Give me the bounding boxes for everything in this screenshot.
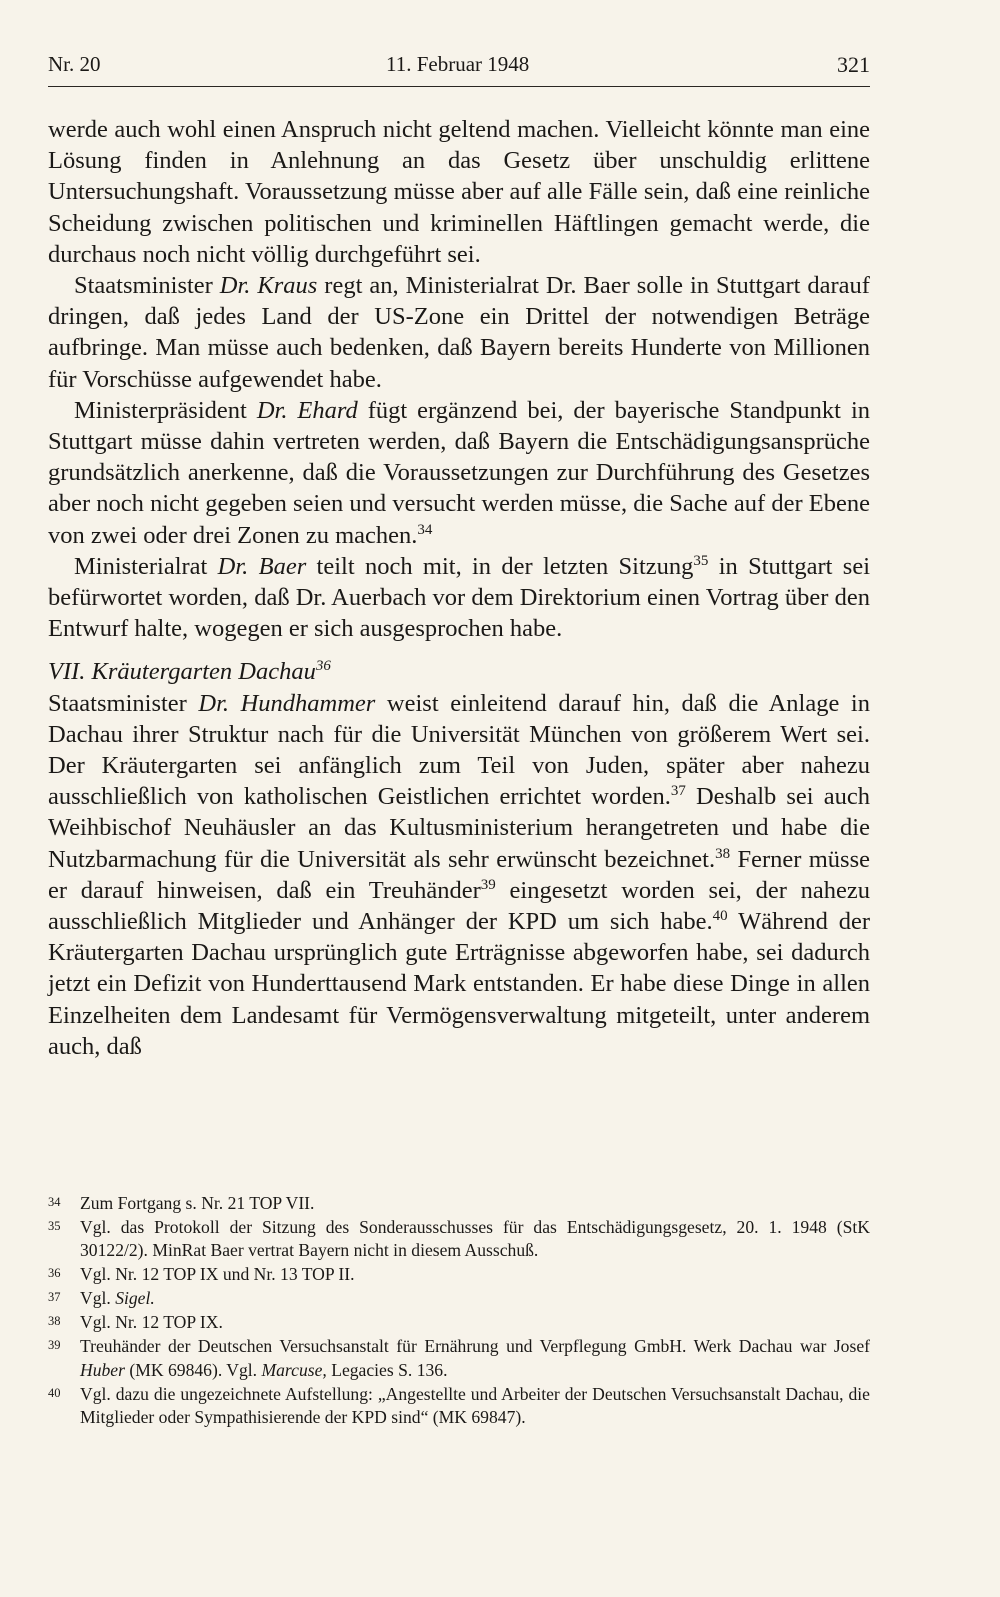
session-date: 11. Februar 1948 xyxy=(386,52,530,76)
footnote-ref[interactable]: 36 xyxy=(315,658,331,675)
footnote-number: 39 xyxy=(48,1338,61,1353)
footnote-ref[interactable]: 40 xyxy=(712,908,728,925)
speaker-name: Dr. Ehard xyxy=(256,396,358,424)
running-head xyxy=(48,52,870,86)
footnote-36: 36 Vgl. Nr. 12 TOP IX und Nr. 13 TOP II. xyxy=(48,1264,355,1285)
paragraph-4: Ministerialrat Dr. Baer teilt noch mit, in der letzten Sitzung$^{35}$ in Stuttgart sei befürwortet worden, daß Dr. Auerbach vor dem Direktorium einen Vortrag über den Entwurf halte, wogegen er sich ausgesprochen habe. xyxy=(48,552,870,643)
footnote-number: 35 xyxy=(48,1219,61,1233)
footnote-number: 37 xyxy=(48,1290,61,1305)
footnote-35: 35 Vgl. das Protokoll der Sitzung des Sonderausschusses für das Entschädigungsgesetz, 20. 1. 1948 (StK 30122/2). MinRat Baer vertrat Bayern nicht in diesem Ausschuß. xyxy=(48,1217,870,1261)
footnote-40: 40 Vgl. dazu die ungezeichnete Aufstellung: „Angestellte und Arbeiter der Deutschen Versuchsanstalt Dachau, die Mitglieder oder Sympathisierende der KPD sind“ (MK 69847). xyxy=(48,1383,870,1428)
footnote-number: 36 xyxy=(48,1266,61,1281)
footnote-ref[interactable]: 39 xyxy=(480,876,496,893)
paragraph-3: Ministerpräsident Dr. Ehard fügt ergänzend bei, der bayerische Standpunkt in Stuttgart müsse dahin vertreten werden, daß Bayern die Entschädigungsansprüche grundsätzlich anerkenne, daß die Voraussetzungen zur Durchführung des Gesetzes aber noch nicht gegeben seien und versucht werden müsse, die Sache auf der Ebene von zwei oder drei Zonen zu machen.$^{34}$ xyxy=(48,396,871,549)
section-heading: VII. Kräutergarten Dachau$^{36}$ xyxy=(48,658,331,686)
paragraph-1: werde auch wohl einen Anspruch nicht geltend machen. Vielleicht könnte man eine Lösung finden in Anlehnung an das Gesetz über unschuldig erlittene Untersuchungshaft. Voraussetzung müsse aber auf alle Fälle sein, daß eine reinliche Scheidung zwischen politischen und kriminellen Häftlingen gemacht werde, die durchaus noch nicht völlig durchgeführt sei. xyxy=(48,116,870,268)
footnote-34: 34 Zum Fortgang s. Nr. 21 TOP VII. xyxy=(48,1193,315,1213)
paragraph-5: Staatsminister Dr. Hundhammer weist einleitend darauf hin, daß die Anlage in Dachau ihrer Struktur nach für die Universität München von größerem Wert sei. Der Kräutergarten sei anfänglich zum Teil von Juden, später aber nahezu ausschließlich von katholischen Geistlichen errichtet worden.$^{37}$ Deshalb sei auch Weihbischof Neuhäusler an das Kultusministerium herangetreten und habe die Nutzbarmachung für die Universität als sehr erwünscht bezeichnet.$^{38}$ Ferner müsse er darauf hinweisen, daß ein Treuhänder$^{39}$ eingesetzt worden sei, der nahezu ausschließlich Mitglieder und Anhänger der KPD um sich habe.$^{40}$ Während der Kräutergarten Dachau ursprünglich gute Erträgnisse abgeworfen habe, sei dadurch jetzt ein Defizit von Hunderttausend Mark entstanden. Er habe diese Dinge in allen Einzelheiten dem Landesamt für Vermögensverwaltung mitgeteilt, unter anderem auch, daß xyxy=(48,689,871,1060)
issue-number: Nr. 20 xyxy=(48,52,101,76)
footnote-39: 39 Treuhänder der Deutschen Versuchsanstalt für Ernährung und Verpflegung GmbH. Werk Dachau war Josef Huber (MK 69846). Vgl. Marcuse, Legacies S. 136. xyxy=(48,1336,870,1380)
header-rule xyxy=(48,86,870,87)
footnote-number: 34 xyxy=(48,1195,61,1209)
speaker-name: Dr. Hundhammer xyxy=(198,689,376,717)
paragraph-2: Staatsminister Dr. Kraus regt an, Ministerialrat Dr. Baer solle in Stuttgart darauf dringen, daß jedes Land der US-Zone ein Drittel der notwendigen Beträge aufbringe. Man müsse auch bedenken, daß Bayern bereits Hunderte von Millionen für Vorschüsse aufgewendet habe. xyxy=(48,272,870,393)
page-number: 321 xyxy=(837,52,870,77)
speaker-name: Dr. Kraus xyxy=(219,272,318,300)
footnote-number: 38 xyxy=(48,1314,61,1329)
footnote-ref[interactable]: 37 xyxy=(670,783,686,800)
footnote-number: 40 xyxy=(48,1385,61,1400)
speaker-name: Dr. Baer xyxy=(217,552,307,580)
main-text xyxy=(48,114,870,1062)
footnote-38: 38 Vgl. Nr. 12 TOP IX. xyxy=(48,1312,223,1333)
footnote-ref[interactable]: 35 xyxy=(693,552,709,569)
footnotes xyxy=(48,1192,870,1430)
footnote-ref[interactable]: 38 xyxy=(715,845,731,862)
footnote-ref[interactable]: 34 xyxy=(417,521,433,538)
footnote-37: 37 Vgl. Sigel. xyxy=(48,1288,155,1309)
